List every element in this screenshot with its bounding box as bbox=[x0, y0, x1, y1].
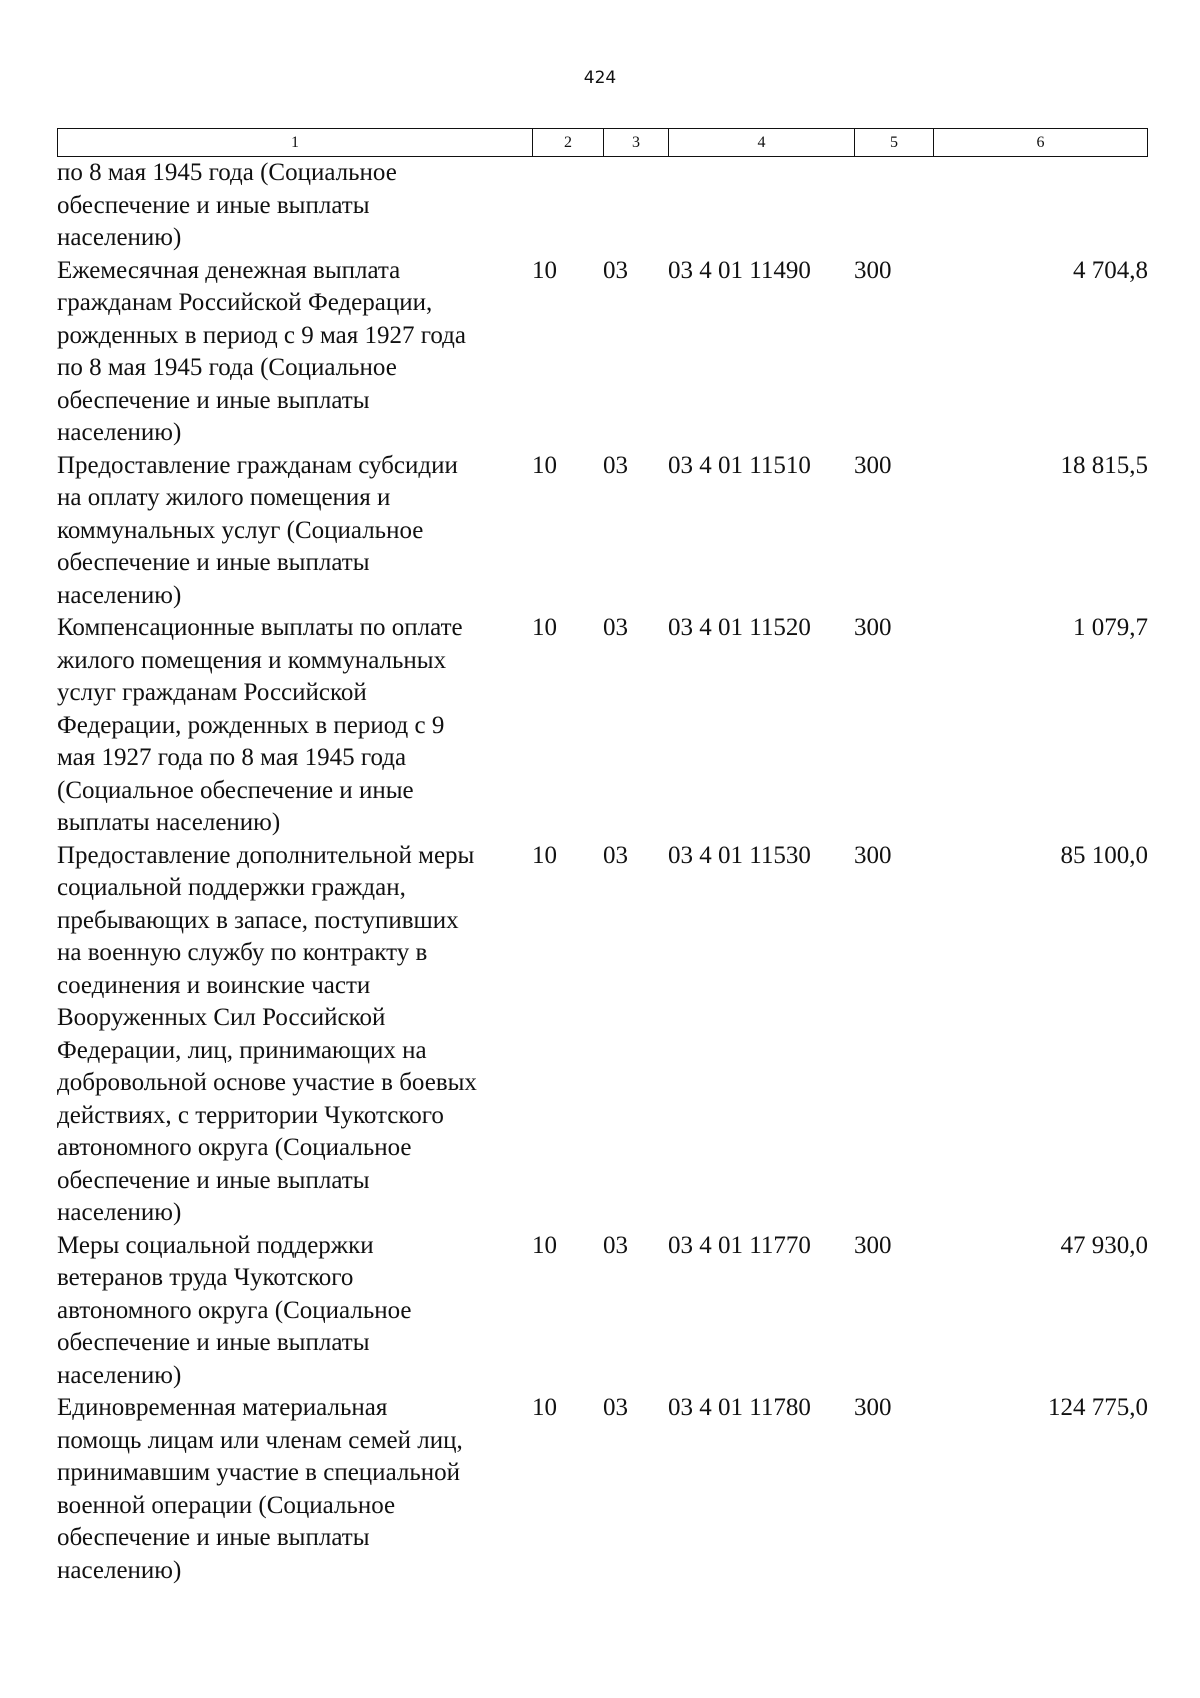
row-sum: 1 079,7 bbox=[1073, 614, 1148, 641]
row-expense-type: 300 bbox=[854, 256, 892, 284]
row-section: 10 bbox=[532, 614, 557, 641]
table-row-continuation bbox=[57, 157, 1148, 255]
row-section: 10 bbox=[532, 1394, 557, 1421]
row-name: Ежемесячная денежная выплата гражданам Российской Федерации, рожденных в период с 9 мая 1927 года по 8 мая 1945 года (Социальное обеспечение и иные выплаты населению) bbox=[57, 256, 466, 446]
table-row bbox=[57, 255, 1148, 450]
row-target-code: 03 4 01 11770 bbox=[668, 1231, 811, 1259]
row-name: Предоставление дополнительной меры социальной поддержки граждан, пребывающих в запасе, поступивших на военную службу по контракту в соединения и воинские части Вооруженных Сил Российской Федерации, лиц, принимающих на добровольной основе участие в боевых действиях, с территории Чукотского автономного округа (Социальное обеспечение и иные выплаты населению) bbox=[57, 841, 477, 1226]
table-body bbox=[57, 157, 1148, 1587]
row-section: 10 bbox=[532, 1231, 557, 1259]
table-row bbox=[57, 1230, 1148, 1393]
row-expense-type: 300 bbox=[854, 451, 892, 479]
row-section: 10 bbox=[532, 256, 557, 284]
row-subsection: 03 bbox=[603, 1231, 628, 1259]
header-col-1: 1 bbox=[58, 129, 533, 156]
row-sum: 47 930,0 bbox=[1060, 1231, 1148, 1259]
row-subsection: 03 bbox=[603, 614, 628, 641]
row-subsection: 03 bbox=[603, 841, 628, 869]
table-row bbox=[57, 1392, 1148, 1587]
row-section: 10 bbox=[532, 841, 557, 869]
header-col-4: 4 bbox=[669, 129, 855, 156]
row-section: 10 bbox=[532, 451, 557, 479]
row-sum: 124 775,0 bbox=[1048, 1394, 1148, 1421]
row-target-code: 03 4 01 11490 bbox=[668, 256, 811, 284]
table-row bbox=[57, 450, 1148, 613]
row-target-code: 03 4 01 11510 bbox=[668, 451, 811, 479]
table-header-row bbox=[57, 128, 1148, 157]
row-subsection: 03 bbox=[603, 451, 628, 479]
table-row bbox=[57, 612, 1148, 840]
header-col-6: 6 bbox=[1036, 133, 1045, 151]
row-subsection: 03 bbox=[603, 256, 628, 284]
row-name: Меры социальной поддержки ветеранов труда Чукотского автономного округа (Социальное обеспечение и иные выплаты населению) bbox=[57, 1231, 412, 1389]
row-expense-type: 300 bbox=[854, 841, 892, 869]
row-target-code: 03 4 01 11780 bbox=[668, 1394, 811, 1421]
row-sum: 85 100,0 bbox=[1060, 841, 1148, 869]
header-col-3: 3 bbox=[604, 129, 669, 156]
row-subsection: 03 bbox=[603, 1394, 628, 1421]
row-name: Компенсационные выплаты по оплате жилого помещения и коммунальных услуг гражданам Российской Федерации, рожденных в период с 9 мая 1927 года по 8 мая 1945 года (Социальное обеспечение и иные выплаты населению) bbox=[57, 614, 463, 836]
row-name: по 8 мая 1945 года (Социальное обеспечение и иные выплаты населению) bbox=[57, 159, 397, 251]
row-target-code: 03 4 01 11520 bbox=[668, 614, 811, 641]
table-row bbox=[57, 840, 1148, 1230]
row-sum: 18 815,5 bbox=[1060, 451, 1148, 479]
header-col-2: 2 bbox=[533, 129, 604, 156]
row-expense-type: 300 bbox=[854, 1394, 892, 1421]
row-expense-type: 300 bbox=[854, 614, 892, 641]
row-name: Предоставление гражданам субсидии на оплату жилого помещения и коммунальных услуг (Социальное обеспечение и иные выплаты населению) bbox=[57, 451, 458, 609]
header-col-5: 5 bbox=[855, 129, 934, 156]
row-target-code: 03 4 01 11530 bbox=[668, 841, 811, 869]
row-name: Единовременная материальная помощь лицам или членам семей лиц, принимавшим участие в специальной военной операции (Социальное обеспечение и иные выплаты населению) bbox=[57, 1394, 463, 1584]
page-number: 424 bbox=[583, 68, 617, 88]
row-sum: 4 704,8 bbox=[1073, 256, 1148, 284]
row-expense-type: 300 bbox=[854, 1231, 892, 1259]
